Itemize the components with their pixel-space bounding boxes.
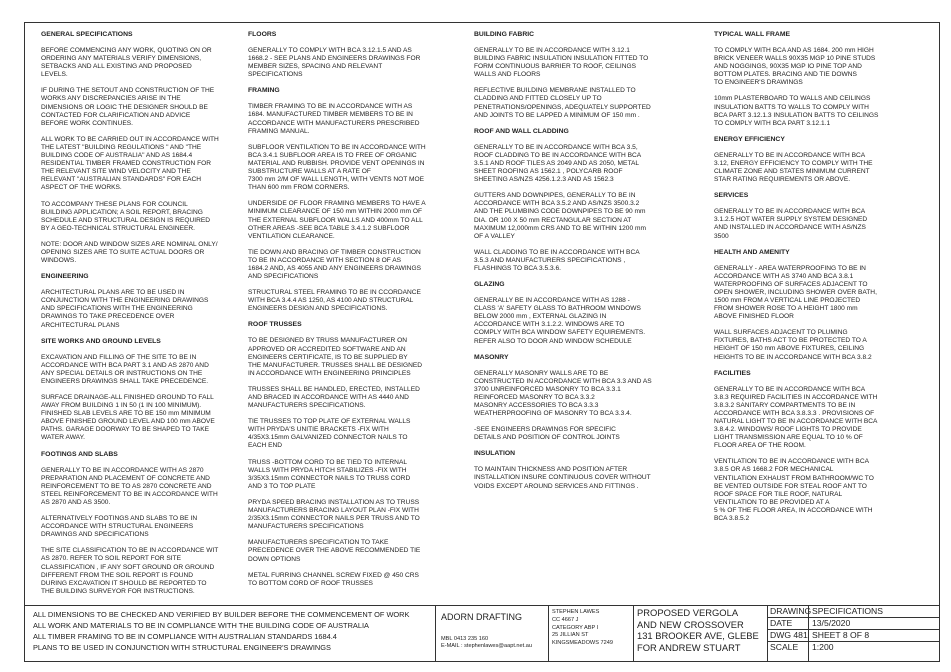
section-heading: BUILDING FABRIC (474, 31, 535, 38)
spec-paragraph: ALL WORK TO BE CARRIED OUT IN ACCORDANCE WITH THE LATEST "BUILDING REGULATIONS " AND "THE BUILDING CODE OF AUSTRALIA" AND AS 1684.4 RESIDENTIAL TIMBER FRAMED CONSTRUCTION FOR THE RELEVANT SITE WIND VELOCITY AND THE RELEVANT "AUSTRALIAN STANDARDS" FOR EACH ASPECT OF THE WORKS. (41, 135, 219, 192)
divider (435, 606, 436, 662)
spec-paragraph: -SEE ENGINEERS DRAWINGS FOR SPECIFIC DETAILS AND POSITION OF CONTROL JOINTS (474, 426, 620, 442)
info-value: 1:200 (812, 642, 834, 652)
firm-mobile: MBL 0413 235 160 (441, 636, 489, 642)
engineer-line: CATEGORY ABP I (552, 624, 599, 631)
engineer-line: CC 4667 J (552, 616, 579, 623)
drawing-sheet (24, 22, 940, 662)
section-heading: ROOF AND WALL CLADDING (474, 127, 569, 135)
engineer-line: 25 JILLIAN ST (552, 632, 589, 639)
spec-paragraph: MANUFACTURERS SPECIFICATION TO TAKE PRECEDENCE OVER THE ABOVE RECOMMENDED TIE DOWN OPTIONS (248, 539, 421, 563)
section-heading: MASONRY (474, 353, 509, 361)
info-row-dwg (767, 630, 939, 642)
project-block (637, 607, 767, 653)
section-heading: FACILITIES (714, 369, 751, 377)
section-heading: GENERAL SPECIFICATIONS (41, 31, 133, 38)
spec-paragraph: GENERALLY TO BE IN ACCORDANCE WITH BCA 3.5, ROOF CLADDING TO BE IN ACCORDANCE WITH BCA 3.5.1 AND ROOF TILES AS 2049 AND AS 2050, METAL SHEET ROOFING AS 1562.1 , POLYCARB ROOF SHEETING AS/NZS 4256.1.2.3 AND AS 1562.3 (474, 143, 642, 184)
engineer-line: KINGSMEADOWS 7249 (552, 640, 613, 647)
section-heading: FLOORS (248, 31, 277, 38)
spec-paragraph: IF DURING THE SETOUT AND CONSTRUCTION OF THE WORKS ANY DISCREPANCIES ARISE IN THE DIMENSIONS OR LOGIC THE DESIGNER SHOULD BE CONTACTED FOR CLARIFICATION AND ADVICE BEFORE WORK CONTINUES. (41, 87, 215, 127)
note-line: PLANS TO BE USED IN CONJUNCTION WITH STRUCTURAL ENGINEER'S DRAWINGS (33, 643, 331, 652)
drawing-info-table (767, 606, 939, 662)
spec-paragraph: TRUSSES SHALL BE HANDLED, ERECTED, INSTALLED AND BRACED IN ACCORDANCE WITH AS 4440 AND MANUFACTURERS SPECIFICATIONS. (248, 385, 420, 410)
info-row-drawing (767, 606, 939, 618)
general-notes (33, 609, 433, 653)
spec-paragraph: REFLECTIVE BUILDING MEMBRANE INSTALLED TO CLADDING AND FITTED CLOSELY UP TO PENETRATIONS/OPENINGS, ADEQUATELY SUPPORTED AND JOINTS TO BE LAPPED A MINIMUM OF 150 mm . (474, 87, 651, 119)
info-divider (808, 606, 809, 662)
spec-paragraph: SURFACE DRAINAGE-ALL FINISHED GROUND TO FALL AWAY FROM BUILDING 1 IN 50 (1 IN 100 MINIMUM). FINISHED SLAB LEVELS ARE TO BE 150 mm MINIMUM ABOVE FINISHED GROUND LEVEL AND 100 mm ABOVE PATHS. GARAGE DOORWAY TO BE SHAPED TO TAKE WATER AWAY. (41, 394, 215, 442)
spec-paragraph: TO BE DESIGNED BY TRUSS MANUFACTURER ON APPROVED OR ACCREDITED SOFTWARE AND AN ENGINEERS CERTIFICATE, IS TO BE SUPPLIED BY THE MANUFACTURER. TRUSSES SHALL BE DESIGNED IN ACCORDANCE WITH ENGINEERING PRINCIPLES (248, 337, 423, 377)
section-heading: GLAZING (474, 281, 505, 289)
column-2 (248, 31, 448, 596)
info-key: SCALE (770, 642, 799, 652)
section-heading: INSULATION (474, 450, 516, 458)
info-value: 13/5/2020 (812, 618, 851, 628)
spec-paragraph: ARCHITECTURAL PLANS ARE TO BE USED IN CONJUNCTION WITH THE ENGINEERING DRAWINGS AND SPECIFICATIONS WITH THE ENGINEERING DRAWINGS TO TAKE PRECEDENCE OVER ARCHITECTURAL PLANS (41, 289, 209, 329)
info-key: DWG 481 (770, 630, 808, 640)
spec-paragraph: GENERALLY TO BE IN ACCORDANCE WITH BCA 3.8.3 REQUIRED FACILITIES IN ACCORDANCE WITH 3.8.3.2 SANITARY COMPARTMENTS TO BE IN ACCORDANCE WITH BCA 3.8.3.3 . PROVISIONS OF NATURAL LIGHT TO BE IN ACCORDANCE WITH BCA 3.8.4.2. WINDOWS/ ROOF LIGHTS TO PROVIDE LIGHT TRANSMISSION ARE EQUAL TO 10 % OF FLOOR AREA OF THE ROOM. (714, 385, 878, 450)
spec-paragraph: TIE DOWN AND BRACING OF TIMBER CONSTRUCTION TO BE IN ACCORDANCE WITH SECTION 8 OF AS 1684.2 AND, AS 4055 AND ANY ENGINEERS DRAWINGS AND SPECIFICATIONS (248, 248, 421, 281)
project-line: FOR ANDREW STUART (637, 641, 741, 653)
column-3 (474, 31, 679, 499)
engineer-block (552, 609, 634, 648)
spec-paragraph: THE SITE CLASSIFICATION TO BE IN ACCORDANCE WIT AS 2870. REFER TO SOIL REPORT FOR SITE CLASSIFICATION , IF ANY SOFT GROUND OR GROUND DIFFERENT FROM THE SOIL REPORT IS FOUND DURING EXCAVATION IT SHOULD BE REPORTED TO THE BUILDING SURVEYOR FOR INSTRUCTIONS. (41, 547, 219, 595)
spec-paragraph: 10mm PLASTERBOARD TO WALLS AND CEILINGS INSULATION BATTS TO WALLS TO COMPLY WITH BCA PART 3.12.1.3 INSULATION BATTS TO CEILINGS TO COMPLY WITH BCA PART 3.12.1.1 (714, 95, 879, 127)
spec-paragraph: WALL CLADDING TO BE IN ACCORDANCE WITH BCA 3.5.3 AND MANUFACTURERS SPECIFICATIONS , FLASHINGS TO BCA 3.5.3.6. (474, 248, 640, 272)
spec-paragraph: GENERALLY TO BE IN ACCORDANCE WITH BCA 3.12, ENERGY EFFICIENCY TO COMPLY WITH THE CLIMATE ZONE AND STATES MINIMUM CURRENT STAR RATING REQUIREMENTS OR ABOVE. (714, 151, 873, 184)
engineer-line: STEPHEN LAWES (552, 609, 600, 615)
info-key: DRAWING (770, 606, 812, 616)
spec-paragraph: NOTE: DOOR AND WINDOW SIZES ARE NOMINAL ONLY/ OPENING SIZES ARE TO SUITE ACTUAL DOORS OR WINDOWS. (41, 240, 218, 265)
spec-paragraph: METAL FURRING CHANNEL SCREW FIXED @ 450 CRS TO BOTTOM CORD OF ROOF TRUSSES (248, 571, 419, 587)
column-1 (41, 31, 241, 604)
spec-paragraph: GUTTERS AND DOWNPIPES, GENERALLY TO BE IN ACCORDANCE WITH BCA 3.5.2 AND AS/NZS 3500.3.2 AND THE PLUMBING CODE DOWNPIPES TO BE 90 mm DIA. OR 100 X 50 mm RECTANGULAR SECTION AT MAXIMUM 12,000mm CRS AND TO BE WITHIN 1200 mm OF A VALLEY (474, 192, 646, 240)
section-heading: SITE WORKS AND GROUND LEVELS (41, 337, 161, 345)
spec-paragraph: GENERALLY TO BE IN ACCORDANCE WITH AS 2870 PREPARATION AND PLACEMENT OF CONCRETE AND REINFORCEMENT TO BE TO AS 2870 CONCRETE AND STEEL REINFORCEMENT TO BE IN ACCORDANCE WITH AS 2870 AND AS 3500. (41, 466, 218, 506)
spec-paragraph: ALTERNATIVELY FOOTINGS AND SLABS TO BE IN ACCORDANCE WITH STRUCTURAL ENGINEERS DRAWINGS AND SPECIFICATIONS (41, 515, 198, 539)
info-row-scale (767, 642, 939, 653)
divider (633, 606, 634, 662)
spec-paragraph: TO MAINTAIN THICKNESS AND POSITION AFTER INSTALLATION INSURE CONTINUOUS COVER WITHOUT VOIDS EXCEPT AROUND SERVICES AND FITTINGS . (474, 466, 651, 490)
info-value: SHEET 8 OF 8 (812, 630, 870, 640)
spec-paragraph: EXCAVATION AND FILLING OF THE SITE TO BE IN ACCORDANCE WITH BCA PART 3.1 AND AS 2870 AND ANY SPECIAL DETAILS OR INSTRUCTIONS ON THE ENGINEERS DRAWINGS SHALL TAKE PRECEDENCE. (41, 353, 209, 385)
note-line: ALL DIMENSIONS TO BE CHECKED AND VERIFIED BY BUILDER BEFORE THE COMMENCEMENT OF WORK (33, 610, 410, 619)
spec-paragraph: WALL SURFACES ADJACENT TO PLUMING FIXTURES, BATHS ACT TO BE PROTECTED TO A HEIGHT OF 150 mm ABOVE FIXTURES, CEILING HEIGHTS TO BE IN ACCORDANCE WITH BCA 3.8.2 (714, 329, 872, 361)
info-row-date (767, 618, 939, 630)
spec-paragraph: TIE TRUSSES TO TOP PLATE OF EXTERNAL WALLS WITH PRYDA'S UNITIE BRACKETS -FIX WITH 4/35X3.15mm GALVANIZED CONNECTOR NAILS TO EACH END (248, 418, 411, 450)
section-heading: ENGINEERING (41, 273, 89, 281)
note-line: ALL TIMBER FRAMING TO BE IN COMPLIANCE WITH AUSTRALIAN STANDARDS 1684.4 (33, 632, 337, 641)
project-line: 131 BROOKER AVE, GLEBE (637, 630, 759, 641)
firm-block (441, 612, 546, 650)
spec-paragraph: TO ACCOMPANY THESE PLANS FOR COUNCIL BUILDING APPLICATION; A SOIL REPORT, BRACING SCHEDULE AND STRUCTURAL DESIGN IS REQUIRED BY A GEO-TECHNICAL STRUCTURAL ENGINEER. (41, 200, 211, 232)
spec-paragraph: GENERALLY TO BE IN ACCORDANCE WITH 3.12.1 BUILDING FABRIC INSULATION INSULATION FITTED TO FORM CONTINUOUS BARRIER TO ROOF, CEILINGS WALLS AND FLOORS (474, 47, 649, 79)
title-block (25, 605, 939, 662)
spec-paragraph: TIMBER FRAMING TO BE IN ACCORDANCE WITH AS 1684. MANUFACTURED TIMBER MEMBERS TO BE IN ACCORDANCE WITH MANUFACTURERS PRESCRIBED FRAMING MANUAL. (248, 103, 420, 135)
spec-paragraph: TO COMPLY WITH BCA AND AS 1684. 200 mm HIGH BRICK VENEER WALLS 90X35 MGP 10 PINE STUDS AND NOGGINGS, 90X35 MGP IO PINE TOP AND BOTTOM PLATES. BRACING AND TIE DOWNS TO ENGINEER'S DRAWINGS (714, 47, 876, 87)
firm-name: ADORN DRAFTING (441, 612, 522, 622)
info-value: SPECIFICATIONS (812, 606, 883, 616)
spec-paragraph: SUBFLOOR VENTILATION TO BE IN ACCORDANCE WITH BCA 3.4.1 SUBFLOOR AREA IS TO FREE OF ORGANIC MATERIAL AND RUBBISH. PROVIDE VENT OPENINGS IN SUBSTRUCTURE WALLS AT A RATE OF 7300 mm 2/M OF WALL LENGTH, WITH VENTS NOT MOE THAN 600 mm FROM CORNERS. (248, 143, 426, 192)
info-key: DATE (770, 618, 793, 628)
spec-paragraph: PRYDA SPEED BRACING INSTALLATION AS TO TRUSS MANUFACTURERS BRACING LAYOUT PLAN -FIX WITH 2/35X3.15mm CONNECTOR NAILS PER TRUSS AND TO MANUFACTURERS SPECIFICATIONS (248, 498, 420, 531)
section-heading: ROOF TRUSSES (248, 321, 302, 329)
section-heading: SERVICES (714, 192, 749, 200)
spec-paragraph: TRUSS -BOTTOM CORD TO BE TIED TO INTERNAL WALLS WITH PRYDA HITCH STABILIZES -FIX WITH 3/35X3.15mm CONNECTOR NAILS TO TRUSS CORD AND 3 TO TOP PLATE (248, 458, 411, 490)
section-heading: FRAMING (248, 87, 280, 95)
project-line: AND NEW CROSSOVER (637, 618, 744, 630)
section-heading: TYPICAL WALL FRAME (714, 31, 791, 38)
spec-paragraph: GENERALLY BE IN ACCORDANCE WITH AS 1288 - CLASS 'A' SAFETY GLASS TO BATHROOM WINDOWS BELOW 2000 mm , EXTERNAL GLAZING IN ACCORDANCE WITH 3.1.2.2. WINDOWS ARE TO COMPLY WITH BCA WINDOW SAFETY EQUIREMENTS. REFER ALSO TO DOOR AND WINDOW SCHEDULE (474, 297, 646, 345)
section-heading: HEALTH AND AMENITY (714, 248, 790, 256)
spec-paragraph: GENERALLY MASONRY WALLS ARE TO BE CONSTRUCTED IN ACCORDANCE WITH BCA 3.3 AND AS 3700 UNREINFORCED MASONRY TO BCA 3.3.1 REINFORCED MASONRY TO BCA 3.3.2 MASONRY ACCESSORIES TO BCA 3.3.3 WEATHERPROOFING OF MASONRY TO BCA 3.3.4. (474, 369, 652, 418)
spec-paragraph: GENERALLY - AREA WATERPROOFING TO BE IN ACCORDANCE WITH AS 3740 AND BCA 3.8.1 WATERPROOFING OF SURFACES ADJACENT TO OPEN SHOWER, INCLUDING SHOWER OVER BATH, 1500 mm FROM A VERTICAL LINE PROJECTED FROM SHOWER ROSE TO A HEIGHT 1800 mm ABOVE FINISHED FLOOR (714, 264, 877, 321)
column-4 (714, 31, 929, 531)
spec-paragraph: STRUCTURAL STEEL FRAMING TO BE IN CCORDANCE WITH BCA 3.4.4 AS 1250, AS 4100 AND STRUCTURAL ENGINEERS DESIGN AND SPECIFICATIONS. (248, 289, 421, 313)
note-line: ALL WORK AND MATERIALS TO BE IN COMPLIANCE WITH THE BUILDING CODE OF AUSTRALIA (33, 621, 369, 630)
divider (548, 606, 549, 662)
spec-paragraph: GENERALLY TO COMPLY WITH BCA 3.12.1.5 AND AS 1668.2 - SEE PLANS AND ENGINEERS DRAWINGS FOR MEMBER SIZES, SPACING AND RELEVANT SPECIFICATIONS (248, 47, 421, 79)
section-heading: ENERGY EFFICIENCY (714, 135, 785, 143)
section-heading: FOOTINGS AND SLABS (41, 450, 118, 458)
project-line: PROPOSED VERGOLA (637, 607, 739, 618)
spec-paragraph: GENERALLY TO BE IN ACCORDANCE WITH BCA 3.1.2.5 HOT WATER SUPPLY SYSTEM DESIGNED AND INSTALLED IN ACCORDANCE WITH AS/NZS 3500 (714, 208, 868, 240)
spec-paragraph: BEFORE COMMENCING ANY WORK, QUOTING ON OR ORDERING ANY MATERIALS VERIFY DIMENSIONS, SETBACKS AND ALL EXISTING AND PROPOSED LEVELS. (41, 47, 212, 79)
firm-email: E-MAIL : stephenlawes@aapt.net.au (441, 643, 532, 649)
spec-paragraph: UNDERSIDE OF FLOOR FRAMING MEMBERS TO HAVE A MINIMUM CLEARANCE OF 150 mm WITHIN 2000 mm OF THE EXTERNAL SUBFLOOR WALLS AND 400mm TO ALL OTHER AREAS -SEE BCA TABLE 3.4.1.2 SUBFLOOR VENTILATION CLEARANCE. (248, 200, 426, 240)
spec-paragraph: VENTILATION TO BE IN ACCORDANCE WITH BCA 3.8.5 OR AS 1668.2 FOR MECHANICAL VENTILATION EXHAUST FROM BATHROOM/WC TO BE VENTED OUTSIDE FOR STEAL ROOF ANT TO ROOF SPACE FOR TILE ROOF, NATURAL VENTILATION TO BE PROVIDED AT A 5 % OF THE FLOOR AREA, IN ACCORDANCE WITH BCA 3.8.5.2 (714, 458, 874, 523)
